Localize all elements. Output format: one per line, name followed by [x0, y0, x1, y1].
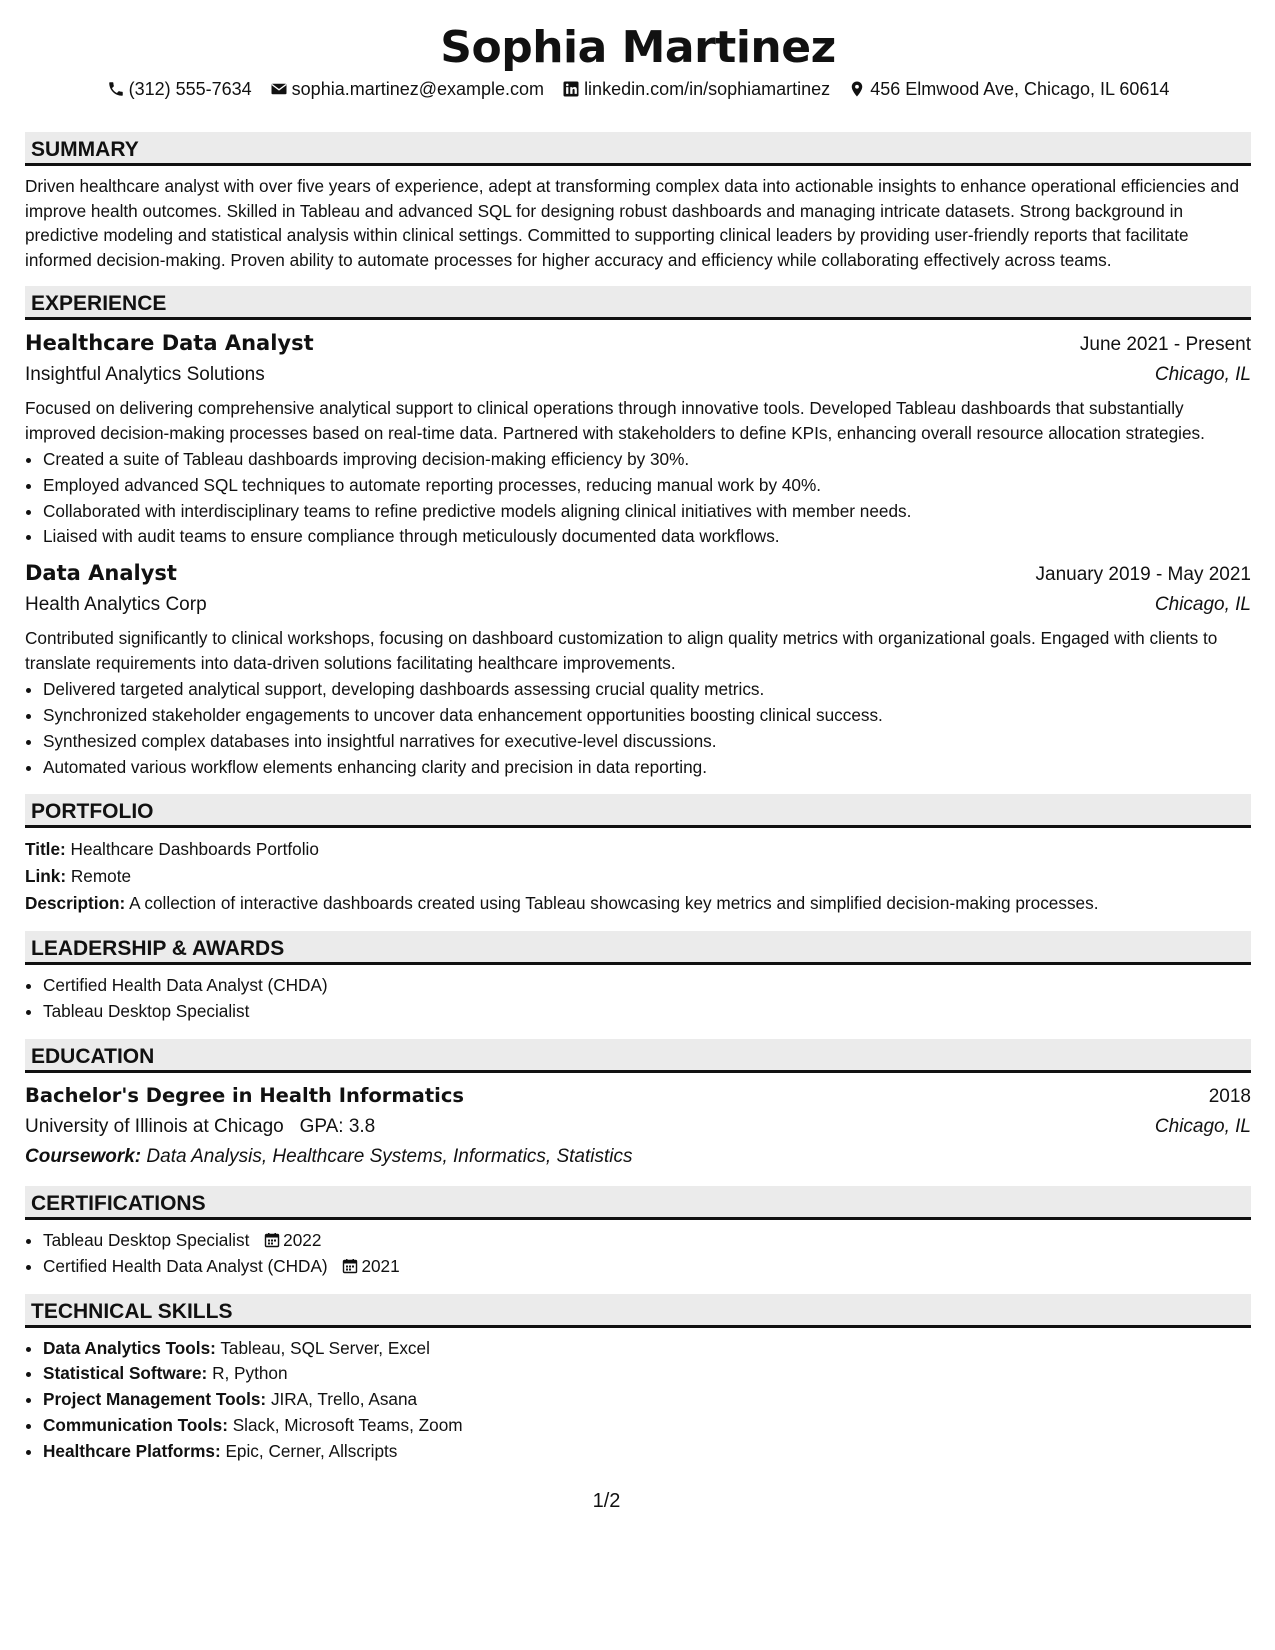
calendar-icon — [342, 1258, 358, 1274]
skill-value: JIRA, Trello, Asana — [270, 1389, 418, 1410]
portfolio-title-row — [25, 836, 1251, 863]
skills-heading: TECHNICAL SKILLS — [25, 1294, 1251, 1328]
job-dates: June 2021 - Present — [1079, 334, 1251, 355]
portfolio-title-label: Title: — [25, 839, 66, 860]
candidate-name: Sophia Martinez — [440, 22, 836, 73]
contact-phone[interactable] — [107, 76, 252, 102]
summary-text: Driven healthcare analyst with over five years of experience, adept at transforming complex data into actionable insights to enhance operational efficiencies and improve health outcomes. Skilled in Tableau and advanced SQL for designing robust dashboards and managing intricate datasets. Strong background in predictive modeling and statistical analysis within clinical settings. Committed to supporting clinical leaders by providing user-friendly reports that facilitate informed decision-making. Proven ability to automate processes for higher accuracy and efficiency while collaborating effectively across teams. — [25, 176, 1240, 270]
certification-year: 2021 — [361, 1255, 400, 1276]
list-item: • Created a suite of Tableau dashboards improving decision-making efficiency by 30%. — [43, 447, 1251, 473]
linkedin-icon — [562, 80, 580, 98]
degree-title: Bachelor's Degree in Health Informatics — [25, 1083, 464, 1107]
address-text: 456 Elmwood Ave, Chicago, IL 60614 — [870, 79, 1170, 99]
calendar-icon — [264, 1232, 280, 1248]
coursework-value: Data Analysis, Healthcare Systems, Informatics, Statistics — [146, 1145, 633, 1167]
skill-label: Data Analytics Tools: — [43, 1337, 216, 1358]
education-heading: EDUCATION — [25, 1039, 1251, 1073]
list-item — [43, 1336, 1251, 1362]
list-item: • Liaised with audit teams to ensure compliance through meticulously documented data workflows. — [43, 524, 1251, 550]
certification-name: Certified Health Data Analyst (CHDA) — [43, 1255, 328, 1276]
skill-value: Epic, Cerner, Allscripts — [225, 1440, 398, 1461]
list-item: • Synthesized complex databases into insightful narratives for executive-level discussions. — [43, 729, 1251, 755]
contact-address — [848, 76, 1169, 102]
skill-value: Tableau, SQL Server, Excel — [220, 1337, 430, 1358]
coursework-label: Coursework: — [25, 1145, 142, 1167]
list-item — [43, 1228, 1251, 1254]
portfolio-link-value[interactable]: Remote — [70, 866, 132, 887]
phone-text: (312) 555-7634 — [128, 79, 252, 99]
list-item — [43, 1387, 1251, 1413]
school-line — [25, 1112, 375, 1142]
job-entry — [25, 328, 1251, 550]
skill-label: Healthcare Platforms: — [43, 1440, 221, 1461]
portfolio-link-row — [25, 863, 1251, 890]
list-item — [43, 1439, 1251, 1465]
job-description: Focused on delivering comprehensive analytical support to clinical operations through innovative tools. Developed Tableau dashboards that substantially improved decision-making processes based on real-time data. Partnered with stakeholders to define KPIs, enhancing overall resource allocation strategies. — [25, 398, 1205, 443]
job-entry — [25, 558, 1251, 780]
certifications-heading: CERTIFICATIONS — [25, 1186, 1251, 1220]
skill-value: R, Python — [212, 1363, 288, 1384]
certification-year: 2022 — [283, 1229, 322, 1250]
job-location: Chicago, IL — [1154, 364, 1251, 385]
portfolio-link-label: Link: — [25, 866, 67, 887]
gpa: GPA: 3.8 — [299, 1115, 376, 1137]
job-bullets — [25, 677, 1251, 780]
phone-icon — [107, 80, 125, 98]
list-item: • Synchronized stakeholder engagements to uncover data enhancement opportunities boosting clinical success. — [43, 703, 1251, 729]
job-company: Insightful Analytics Solutions — [25, 364, 265, 385]
email-text: sophia.martinez@example.com — [291, 79, 545, 99]
job-bullets — [25, 447, 1251, 550]
leadership-list — [25, 973, 1251, 1025]
contact-linkedin[interactable] — [562, 76, 830, 102]
school-name: University of Illinois at Chicago — [25, 1115, 284, 1137]
list-item — [43, 1413, 1251, 1439]
graduation-year: 2018 — [1208, 1085, 1251, 1107]
skill-label: Statistical Software: — [43, 1363, 208, 1384]
portfolio-title-value: Healthcare Dashboards Portfolio — [70, 839, 319, 860]
list-item: • Certified Health Data Analyst (CHDA) — [43, 973, 1251, 999]
resume-page — [25, 0, 1251, 1465]
portfolio-description-value: A collection of interactive dashboards created using Tableau showcasing key metrics and simplified decision-making processes. — [129, 893, 1099, 914]
job-title: Data Analyst — [25, 561, 177, 586]
skill-value: Slack, Microsoft Teams, Zoom — [232, 1414, 463, 1435]
list-item: • Delivered targeted analytical support, developing dashboards assessing crucial quality metrics. — [43, 677, 1251, 703]
portfolio-description-row — [25, 890, 1251, 917]
summary-heading: SUMMARY — [25, 132, 1251, 166]
list-item: • Employed advanced SQL techniques to automate reporting processes, reducing manual work by 40%. — [43, 473, 1251, 499]
skills-list — [25, 1336, 1251, 1465]
linkedin-text: linkedin.com/in/sophiamartinez — [584, 79, 831, 99]
portfolio-description-label: Description: — [25, 893, 126, 914]
job-description: Contributed significantly to clinical workshops, focusing on dashboard customization to align quality metrics with organizational goals. Engaged with clients to translate requirements into data-driven solutions facilitating healthcare improvements. — [25, 628, 1218, 673]
job-location: Chicago, IL — [1154, 594, 1251, 616]
leadership-heading: LEADERSHIP & AWARDS — [25, 931, 1251, 965]
school-location: Chicago, IL — [1154, 1115, 1251, 1137]
skill-label: Communication Tools: — [43, 1414, 228, 1435]
list-item — [43, 1361, 1251, 1387]
map-pin-icon — [848, 80, 866, 98]
portfolio-heading: PORTFOLIO — [25, 794, 1251, 828]
contact-email[interactable] — [270, 76, 544, 102]
coursework-line — [25, 1142, 1251, 1172]
envelope-icon — [270, 80, 288, 98]
list-item: • Tableau Desktop Specialist — [43, 999, 1251, 1025]
page-indicator: 1/2 — [592, 1490, 621, 1512]
contact-bar — [25, 76, 1251, 102]
certifications-list — [25, 1228, 1251, 1280]
list-item: • Automated various workflow elements enhancing clarity and precision in data reporting. — [43, 755, 1251, 781]
list-item: • Collaborated with interdisciplinary teams to refine predictive models aligning clinical initiatives with member needs. — [43, 499, 1251, 525]
job-dates: January 2019 - May 2021 — [1035, 564, 1251, 586]
certification-name: Tableau Desktop Specialist — [43, 1229, 250, 1250]
experience-heading: EXPERIENCE — [25, 286, 1251, 320]
list-item — [43, 1254, 1251, 1280]
job-title: Healthcare Data Analyst — [25, 331, 314, 355]
skill-label: Project Management Tools: — [43, 1389, 267, 1410]
job-company: Health Analytics Corp — [25, 594, 207, 616]
